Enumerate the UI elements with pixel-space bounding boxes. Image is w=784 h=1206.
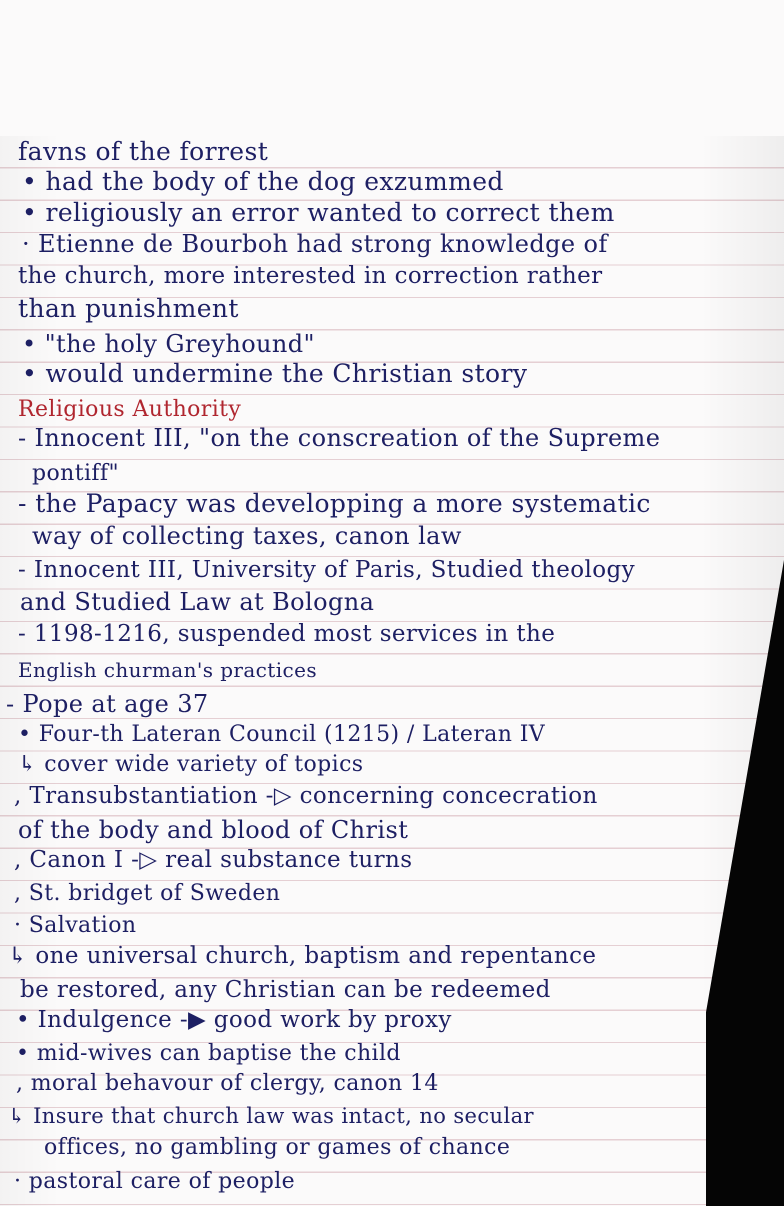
- note-line-24: , St. bridget of Sweden: [14, 881, 281, 906]
- note-line-21: , Transubstantiation -▷ concerning concecration: [14, 783, 598, 809]
- note-line-20: ↳ cover wide variety of topics: [18, 752, 364, 777]
- note-line-27: be restored, any Christian can be redeemed: [20, 977, 551, 1003]
- note-line-16: - 1198-1216, suspended most services in the: [18, 621, 556, 647]
- note-line-3: • religiously an error wanted to correct them: [22, 198, 615, 227]
- note-line-10: - Innocent III, "on the conscreation of the Supreme: [18, 424, 661, 452]
- note-line-4: · Etienne de Bourboh had strong knowledge of: [22, 230, 608, 258]
- note-line-23: , Canon I -▷ real substance turns: [14, 847, 413, 873]
- note-line-31: ↳ Insure that church law was intact, no secular: [8, 1104, 534, 1128]
- note-line-2: • had the body of the dog exzummed: [22, 167, 504, 196]
- note-line-32: offices, no gambling or games of chance: [44, 1135, 511, 1160]
- section-heading-religious-authority: Religious Authority: [18, 397, 242, 422]
- note-line-33: · pastoral care of people: [14, 1169, 296, 1194]
- note-line-22: of the body and blood of Christ: [18, 816, 409, 844]
- note-line-30: , moral behavour of clergy, canon 14: [16, 1071, 439, 1096]
- note-line-13: way of collecting taxes, canon law: [32, 522, 462, 550]
- note-line-12: - the Papacy was developping a more systematic: [18, 489, 651, 518]
- note-line-19: • Four-th Lateran Council (1215) / Lateran IV: [18, 722, 546, 747]
- note-line-7: • "the holy Greyhound": [22, 330, 315, 358]
- note-line-14: - Innocent III, University of Paris, Studied theology: [18, 557, 636, 583]
- note-line-11: pontiff": [32, 461, 119, 486]
- note-line-5: the church, more interested in correction rather: [18, 263, 603, 289]
- note-line-26: ↳ one universal church, baptism and repentance: [8, 943, 597, 969]
- note-line-29: • mid-wives can baptise the child: [16, 1041, 401, 1066]
- note-line-1: favns of the forrest: [18, 137, 269, 166]
- note-line-28: • Indulgence -▶ good work by proxy: [16, 1007, 452, 1033]
- note-line-17: English churman's practices: [18, 658, 318, 682]
- note-line-6: than punishment: [18, 294, 239, 323]
- note-line-25: · Salvation: [14, 913, 137, 938]
- note-line-18: - Pope at age 37: [6, 690, 209, 718]
- dark-background-edge: [706, 560, 784, 1206]
- note-line-8: • would undermine the Christian story: [22, 359, 528, 388]
- blank-top-margin: [0, 0, 784, 136]
- note-line-15: and Studied Law at Bologna: [20, 588, 375, 616]
